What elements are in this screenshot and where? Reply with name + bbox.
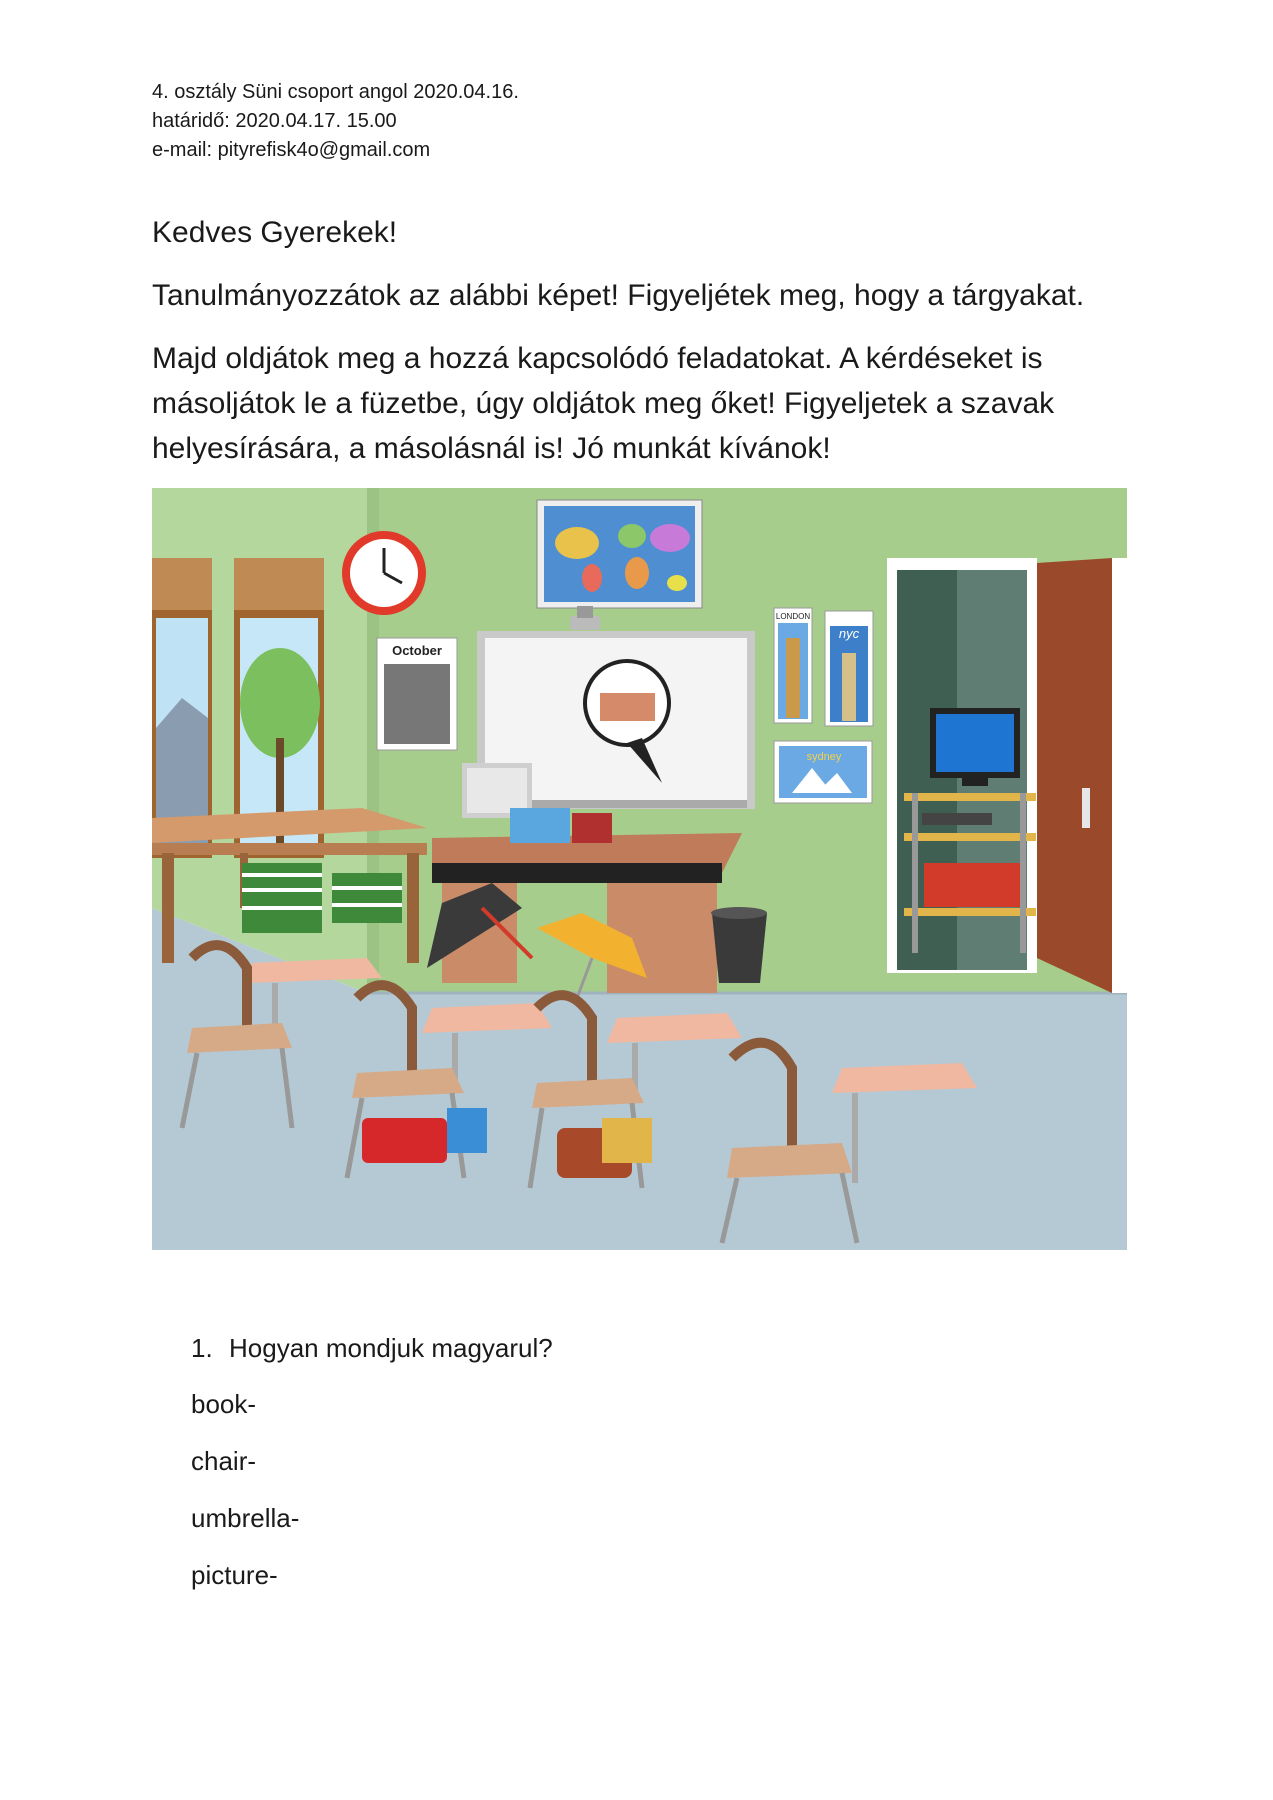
poster-sydney: [774, 741, 872, 803]
poster-nyc-label: nyc: [838, 626, 860, 641]
task-1-number: 1.: [191, 1333, 213, 1363]
header-email-line: e-mail: pityrefisk4o@gmail.com: [152, 139, 431, 161]
list-item: picture-: [191, 1560, 278, 1590]
list-item: umbrella-: [191, 1503, 300, 1533]
header-deadline-line: határidő: 2020.04.17. 15.00: [152, 110, 397, 132]
world-map: [537, 500, 702, 608]
classroom-illustration: [152, 488, 1127, 1250]
wall-clock-icon: [342, 531, 426, 615]
list-item: book-: [191, 1389, 257, 1419]
calendar-icon: [377, 638, 457, 750]
poster-london-label: LONDON: [775, 612, 811, 621]
task-1-word-list: [191, 1376, 553, 1604]
list-item: chair-: [191, 1446, 257, 1476]
poster-london: [774, 608, 812, 723]
task-1-question: Hogyan mondjuk magyarul?: [229, 1333, 553, 1363]
books-stack: [242, 863, 402, 933]
task-1-title: [191, 1320, 553, 1376]
intro-paragraph-1: Tanulmányozzátok az alábbi képet! Figyeljétek meg, hogy a tárgyakat.: [152, 279, 1085, 312]
window-left: [152, 558, 212, 858]
task-1: [191, 1320, 553, 1604]
calendar-month-label: October: [392, 643, 442, 658]
poster-nyc: [825, 611, 873, 726]
header-info: [152, 78, 519, 165]
poster-sydney-label: sydney: [806, 751, 842, 763]
door: [1037, 558, 1112, 993]
intro-paragraph-2: Majd oldjátok meg a hozzá kapcsolódó feladatokat. A kérdéseket is másoljátok le a füzetbe, úgy oldjátok meg őket! Figyeljetek a szavak helyesírására, a másolásnál is! Jó munkát kívánok!: [152, 342, 1055, 465]
wastebasket-icon: [711, 907, 767, 983]
header-class-line: 4. osztály Süni csoport angol 2020.04.16.: [152, 81, 519, 103]
intro-text: [152, 210, 1142, 489]
greeting: Kedves Gyerekek!: [152, 216, 398, 249]
